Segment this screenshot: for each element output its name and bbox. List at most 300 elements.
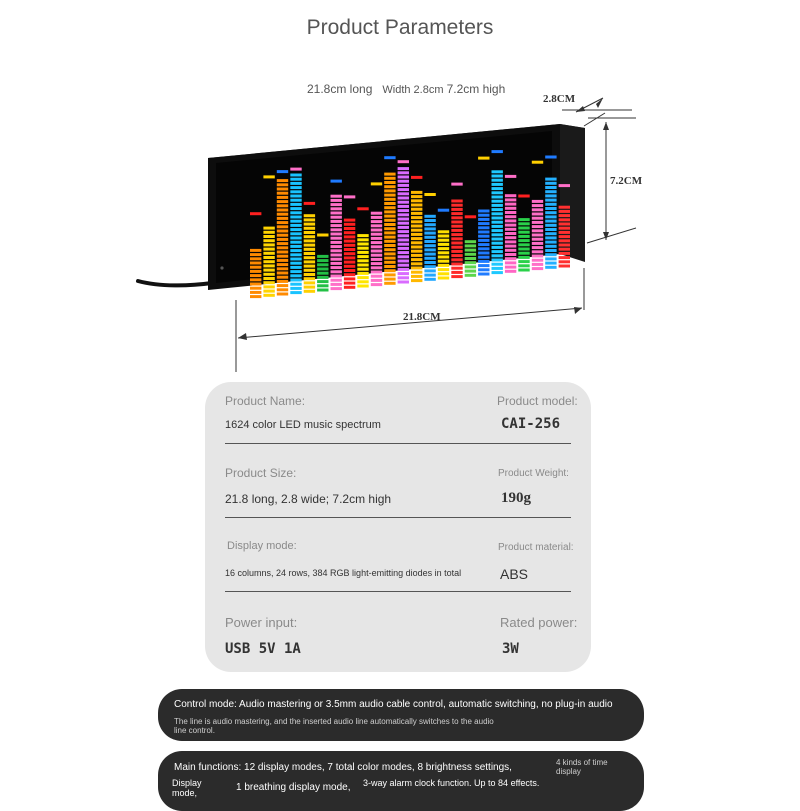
led-peak — [250, 212, 261, 215]
length-dimension-label: 21.8CM — [403, 311, 441, 323]
height-dimension-label: 7.2CM — [610, 175, 643, 187]
led-segment — [290, 211, 301, 214]
led-segment — [304, 227, 315, 230]
led-segment — [304, 256, 315, 259]
led-segment — [545, 199, 556, 202]
led-segment — [505, 270, 516, 273]
led-segment — [411, 267, 422, 270]
led-segment — [505, 266, 516, 269]
led-segment — [532, 234, 543, 237]
led-segment — [304, 273, 315, 276]
led-segment — [532, 229, 543, 232]
led-segment — [384, 173, 395, 176]
led-segment — [465, 253, 476, 256]
led-segment — [545, 203, 556, 206]
led-peak — [317, 234, 328, 237]
led-segment — [518, 256, 529, 259]
led-segment — [317, 272, 328, 275]
led-segment — [357, 247, 368, 250]
led-segment — [384, 202, 395, 205]
led-segment — [277, 230, 288, 233]
led-segment — [438, 264, 449, 267]
led-segment — [331, 254, 342, 257]
led-segment — [331, 212, 342, 215]
led-segment — [277, 204, 288, 207]
led-segment — [290, 262, 301, 265]
led-segment — [371, 224, 382, 227]
led-segment — [451, 229, 462, 232]
led-peak — [532, 161, 543, 164]
led-segment — [277, 221, 288, 224]
led-segment — [411, 258, 422, 261]
led-segment — [492, 175, 503, 178]
led-segment — [411, 195, 422, 198]
led-segment — [411, 191, 422, 194]
led-segment — [424, 227, 435, 230]
led-segment — [371, 266, 382, 269]
led-peak — [545, 156, 556, 159]
led-segment — [331, 275, 342, 278]
led-segment — [492, 196, 503, 199]
led-segment — [304, 265, 315, 268]
led-segment — [532, 204, 543, 207]
led-peak — [411, 176, 422, 179]
led-segment — [518, 235, 529, 238]
led-segment — [371, 237, 382, 240]
led-segment — [505, 198, 516, 201]
led-segment — [344, 240, 355, 243]
led-segment — [532, 242, 543, 245]
product-weight-label: Product Weight: — [498, 468, 569, 479]
led-segment — [559, 235, 570, 238]
led-segment — [411, 241, 422, 244]
led-segment — [451, 208, 462, 211]
led-segment — [384, 210, 395, 213]
led-segment — [317, 284, 328, 287]
led-segment — [263, 248, 274, 251]
led-segment — [263, 277, 274, 280]
led-segment — [277, 246, 288, 249]
led-segment — [398, 201, 409, 204]
led-segment — [331, 266, 342, 269]
product-weight-value: 190g — [501, 490, 531, 506]
led-segment — [331, 262, 342, 265]
led-segment — [505, 253, 516, 256]
led-segment — [559, 231, 570, 234]
led-segment — [290, 228, 301, 231]
led-segment — [465, 270, 476, 273]
led-segment — [505, 203, 516, 206]
led-segment — [344, 261, 355, 264]
led-segment — [398, 255, 409, 258]
led-segment — [465, 257, 476, 260]
led-segment — [290, 266, 301, 269]
led-segment — [277, 179, 288, 182]
led-segment — [545, 220, 556, 223]
led-segment — [331, 237, 342, 240]
led-segment — [331, 283, 342, 286]
led-segment — [263, 294, 274, 297]
led-segment — [250, 274, 261, 277]
led-segment — [492, 208, 503, 211]
led-peak — [290, 168, 301, 171]
led-segment — [451, 254, 462, 257]
led-segment — [290, 245, 301, 248]
led-segment — [492, 259, 503, 262]
led-segment — [411, 204, 422, 207]
led-segment — [263, 256, 274, 259]
led-segment — [371, 275, 382, 278]
led-segment — [250, 295, 261, 298]
led-segment — [545, 232, 556, 235]
led-segment — [505, 215, 516, 218]
led-segment — [451, 267, 462, 270]
led-segment — [344, 231, 355, 234]
led-segment — [424, 278, 435, 281]
led-segment — [384, 278, 395, 281]
led-segment — [371, 254, 382, 257]
led-segment — [290, 241, 301, 244]
led-segment — [438, 277, 449, 280]
led-segment — [277, 192, 288, 195]
led-segment — [398, 247, 409, 250]
led-segment — [384, 194, 395, 197]
led-segment — [532, 259, 543, 262]
led-segment — [331, 228, 342, 231]
led-segment — [344, 244, 355, 247]
led-segment — [545, 228, 556, 231]
led-segment — [438, 247, 449, 250]
led-segment — [424, 274, 435, 277]
depth-dimension-label: 2.8CM — [543, 93, 576, 105]
rated-power-label: Rated power: — [500, 615, 578, 630]
led-segment — [505, 211, 516, 214]
led-segment — [250, 287, 261, 290]
led-segment — [451, 204, 462, 207]
led-segment — [559, 206, 570, 209]
led-segment — [277, 280, 288, 283]
led-segment — [398, 176, 409, 179]
led-segment — [331, 249, 342, 252]
display-mode-label: Display mode: — [227, 540, 297, 552]
led-segment — [344, 227, 355, 230]
led-segment — [478, 256, 489, 259]
led-segment — [532, 213, 543, 216]
led-segment — [451, 200, 462, 203]
led-segment — [411, 279, 422, 282]
led-segment — [250, 262, 261, 265]
led-segment — [424, 248, 435, 251]
led-segment — [411, 262, 422, 265]
led-segment — [559, 260, 570, 263]
led-segment — [384, 181, 395, 184]
led-segment — [384, 240, 395, 243]
led-segment — [344, 265, 355, 268]
led-segment — [398, 276, 409, 279]
product-model-value: CAI-256 — [501, 416, 561, 432]
main-functions-text: Main functions: 12 display modes, 7 total color modes, 8 brightness settings, — [174, 762, 512, 773]
led-segment — [331, 199, 342, 202]
led-segment — [545, 241, 556, 244]
led-segment — [411, 220, 422, 223]
led-segment — [277, 213, 288, 216]
led-segment — [263, 264, 274, 267]
led-segment — [357, 243, 368, 246]
led-segment — [505, 228, 516, 231]
led-peak — [492, 150, 503, 153]
led-segment — [424, 257, 435, 260]
separator — [225, 443, 571, 444]
led-peak — [451, 183, 462, 186]
led-segment — [438, 230, 449, 233]
led-segment — [263, 227, 274, 230]
led-segment — [411, 208, 422, 211]
led-segment — [331, 233, 342, 236]
led-segment — [492, 170, 503, 173]
led-segment — [559, 227, 570, 230]
led-segment — [304, 235, 315, 238]
led-segment — [263, 290, 274, 293]
led-segment — [290, 207, 301, 210]
led-segment — [304, 260, 315, 263]
led-segment — [357, 259, 368, 262]
led-segment — [411, 254, 422, 257]
led-segment — [505, 219, 516, 222]
led-segment — [505, 207, 516, 210]
led-segment — [304, 214, 315, 217]
led-segment — [505, 236, 516, 239]
page-title: Product Parameters — [306, 16, 494, 39]
led-segment — [545, 253, 556, 256]
led-segment — [277, 183, 288, 186]
led-segment — [505, 245, 516, 248]
product-size-value: 21.8 long, 2.8 wide; 7.2cm high — [225, 492, 392, 506]
led-segment — [532, 246, 543, 249]
led-segment — [478, 252, 489, 255]
led-segment — [478, 268, 489, 271]
led-segment — [384, 252, 395, 255]
led-segment — [371, 241, 382, 244]
main-functions-panel — [158, 751, 644, 811]
led-segment — [492, 250, 503, 253]
led-segment — [344, 273, 355, 276]
led-segment — [398, 209, 409, 212]
led-segment — [371, 271, 382, 274]
led-segment — [451, 237, 462, 240]
led-segment — [304, 231, 315, 234]
led-segment — [384, 248, 395, 251]
led-segment — [263, 239, 274, 242]
led-segment — [371, 229, 382, 232]
led-segment — [398, 264, 409, 267]
led-segment — [438, 256, 449, 259]
led-segment — [398, 213, 409, 216]
alarm-function-text: 3-way alarm clock function. Up to 84 effects. — [363, 778, 540, 788]
led-segment — [492, 187, 503, 190]
led-segment — [532, 225, 543, 228]
led-segment — [451, 212, 462, 215]
led-segment — [492, 191, 503, 194]
led-segment — [384, 265, 395, 268]
led-segment — [398, 272, 409, 275]
control-mode-text: Control mode: Audio mastering or 3.5mm audio cable control, automatic switching, no plug-in audio — [174, 699, 613, 710]
led-segment — [331, 203, 342, 206]
led-segment — [518, 239, 529, 242]
led-segment — [545, 194, 556, 197]
led-segment — [478, 214, 489, 217]
led-segment — [532, 221, 543, 224]
led-segment — [371, 279, 382, 282]
led-segment — [290, 287, 301, 290]
led-segment — [304, 248, 315, 251]
led-segment — [304, 223, 315, 226]
led-segment — [304, 286, 315, 289]
led-segment — [398, 197, 409, 200]
led-segment — [545, 186, 556, 189]
led-peak — [384, 156, 395, 159]
led-segment — [398, 230, 409, 233]
device-port — [220, 266, 223, 269]
led-segment — [290, 203, 301, 206]
led-segment — [344, 277, 355, 280]
led-segment — [304, 239, 315, 242]
led-segment — [277, 225, 288, 228]
caption-height: 7.2cm high — [446, 82, 506, 96]
led-segment — [344, 223, 355, 226]
led-segment — [424, 232, 435, 235]
led-peak — [304, 202, 315, 205]
led-segment — [478, 273, 489, 276]
led-segment — [277, 188, 288, 191]
led-segment — [438, 235, 449, 238]
led-segment — [505, 249, 516, 252]
led-segment — [371, 258, 382, 261]
led-segment — [492, 233, 503, 236]
led-segment — [411, 225, 422, 228]
led-segment — [411, 216, 422, 219]
led-segment — [331, 279, 342, 282]
led-segment — [290, 274, 301, 277]
led-segment — [344, 269, 355, 272]
led-peak — [357, 207, 368, 210]
led-segment — [317, 259, 328, 262]
rated-power-value: 3W — [502, 641, 519, 657]
product-figure — [0, 0, 800, 380]
parameters-card — [205, 382, 591, 672]
led-segment — [384, 223, 395, 226]
led-segment — [518, 252, 529, 255]
led-segment — [317, 263, 328, 266]
led-segment — [331, 258, 342, 261]
led-segment — [398, 222, 409, 225]
control-mode-subtext: The line is audio mastering, and the inserted audio line automatically switches to the audio line control. — [174, 717, 494, 735]
led-segment — [532, 250, 543, 253]
led-segment — [438, 251, 449, 254]
led-segment — [545, 207, 556, 210]
led-segment — [411, 275, 422, 278]
led-segment — [357, 268, 368, 271]
led-segment — [438, 272, 449, 275]
led-segment — [384, 244, 395, 247]
led-segment — [424, 236, 435, 239]
led-segment — [559, 223, 570, 226]
led-segment — [478, 222, 489, 225]
led-segment — [331, 207, 342, 210]
led-segment — [250, 291, 261, 294]
led-peak — [263, 175, 274, 178]
led-segment — [290, 220, 301, 223]
led-segment — [398, 218, 409, 221]
led-segment — [384, 177, 395, 180]
led-segment — [518, 248, 529, 251]
power-input-label: Power input: — [225, 615, 298, 630]
led-segment — [532, 238, 543, 241]
led-segment — [478, 239, 489, 242]
led-segment — [478, 210, 489, 213]
led-peak — [465, 215, 476, 218]
led-segment — [331, 216, 342, 219]
led-segment — [277, 293, 288, 296]
led-segment — [545, 224, 556, 227]
led-segment — [492, 242, 503, 245]
led-segment — [411, 229, 422, 232]
led-segment — [357, 272, 368, 275]
led-segment — [250, 249, 261, 252]
led-segment — [478, 247, 489, 250]
led-segment — [492, 229, 503, 232]
led-segment — [357, 251, 368, 254]
led-segment — [451, 258, 462, 261]
led-segment — [492, 271, 503, 274]
led-segment — [277, 263, 288, 266]
led-segment — [492, 254, 503, 257]
led-segment — [559, 244, 570, 247]
led-segment — [478, 226, 489, 229]
breathing-mode-text: 1 breathing display mode, — [236, 782, 351, 793]
led-segment — [545, 266, 556, 269]
led-segment — [532, 263, 543, 266]
led-segment — [492, 263, 503, 266]
led-segment — [384, 257, 395, 260]
led-segment — [263, 243, 274, 246]
led-segment — [277, 196, 288, 199]
led-segment — [371, 220, 382, 223]
product-size-label: Product Size: — [225, 466, 297, 480]
led-segment — [344, 252, 355, 255]
led-segment — [545, 262, 556, 265]
led-segment — [304, 269, 315, 272]
led-segment — [424, 215, 435, 218]
led-segment — [505, 232, 516, 235]
led-peak — [331, 180, 342, 183]
led-segment — [398, 268, 409, 271]
led-segment — [277, 259, 288, 262]
led-peak — [505, 175, 516, 178]
led-segment — [398, 188, 409, 191]
led-peak — [398, 160, 409, 163]
time-display-text: 4 kinds of time display — [556, 758, 608, 776]
led-segment — [290, 291, 301, 294]
led-segment — [384, 282, 395, 285]
led-segment — [518, 264, 529, 267]
led-segment — [411, 250, 422, 253]
led-segment — [492, 217, 503, 220]
led-segment — [411, 233, 422, 236]
led-segment — [451, 233, 462, 236]
led-segment — [277, 238, 288, 241]
led-segment — [317, 276, 328, 279]
led-segment — [505, 257, 516, 260]
